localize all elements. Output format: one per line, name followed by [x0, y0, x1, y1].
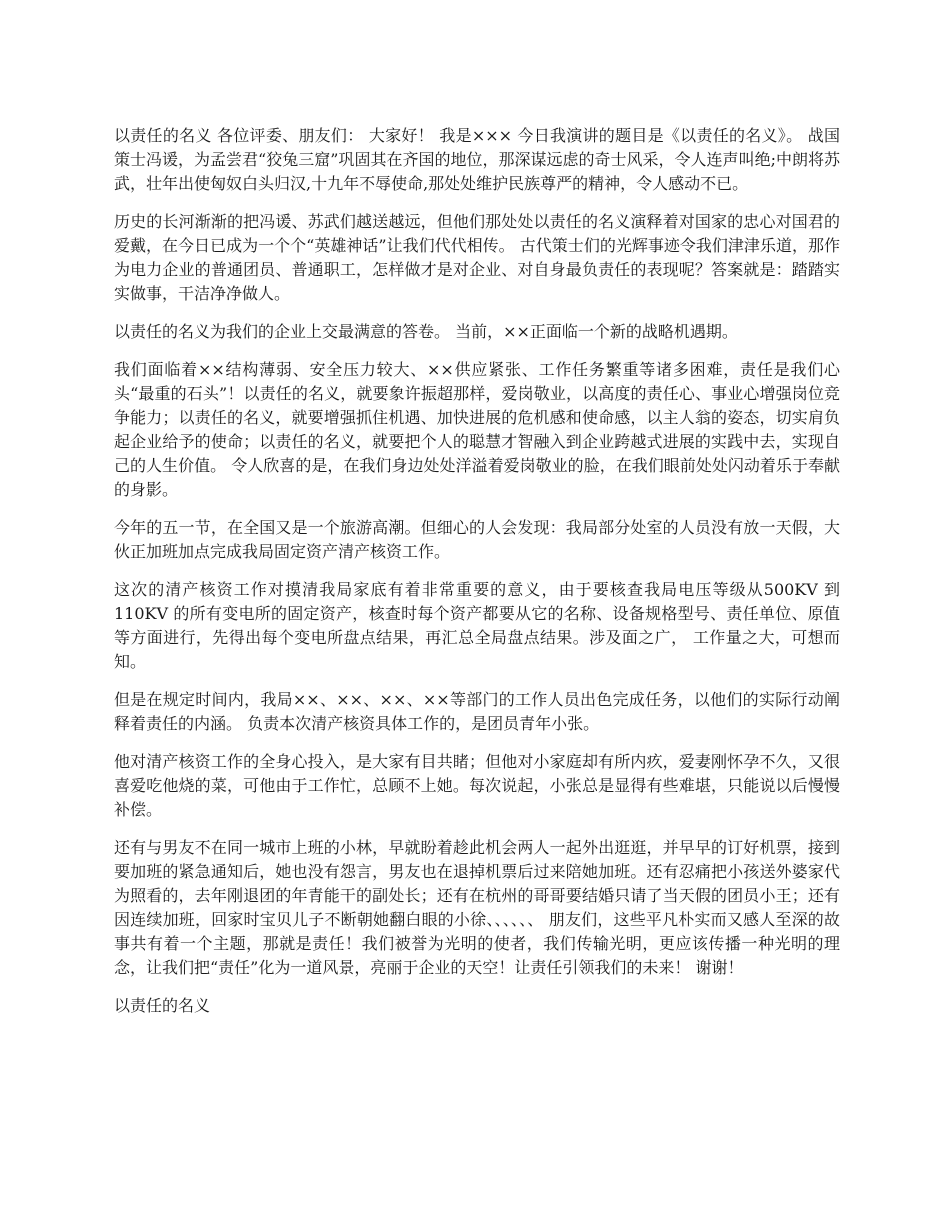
- paragraph-xiao-zhang: 他对清产核资工作的全身心投入，是大家有目共睹；但他对小家庭却有所内疚，爱妻刚怀孕不久，又很喜爱吃他烧的菜，可他由于工作忙，总顾不上她。每次说起，小张总是显得有些难堪，只能说以后慢慢补偿。: [114, 752, 840, 819]
- paragraph-history: 历史的长河渐渐的把冯谖、苏武们越送越远，但他们那处处以责任的名义演释着对国家的忠心对国君的爱戴，在今日已成为一个个“英雄神话”让我们代代相传。 古代策士们的光辉事迹令我们津津乐道，那作为电力企业的普通团员、普通职工，怎样做才是对企业、对自身最负责任的表现呢？答案就是：踏踏实实做事，干洁净净做人。: [114, 212, 840, 303]
- document-page: [114, 124, 840, 1032]
- paragraph-closing-title: 以责任的名义: [114, 996, 211, 1015]
- paragraph-opening: 以责任的名义 各位评委、朋友们： 大家好！ 我是××× 今日我演讲的题目是《以责任的名义》。 战国策士冯谖，为孟尝君“狡兔三窟”巩固其在齐国的地位，那深谋远虑的奇士风采，令人连声叫绝;中朗将苏武，壮年出使匈奴白头归汉,十九年不辱使命,那处处维护民族尊严的精神，令人感动不已。: [114, 126, 840, 193]
- paragraph-may-day: 今年的五一节，在全国又是一个旅游高潮。但细心的人会发现：我局部分处室的人员没有放一天假，大伙正加班加点完成我局固定资产清产核资工作。: [114, 518, 840, 561]
- paragraph-difficulties: 我们面临着××结构薄弱、安全压力较大、××供应紧张、工作任务繁重等诸多困难，责任是我们心头“最重的石头”！以责任的名义，就要象许振超那样，爱岗敬业，以高度的责任心、事业心增强岗位竞争能力；以责任的名义，就要增强抓住机遇、加快进展的危机感和使命感，以主人翁的姿态，切实肩负起企业给予的使命；以责任的名义，就要把个人的聪慧才智融入到企业跨越式进展的实践中去，实现自己的人生价值。 令人欣喜的是，在我们身边处处洋溢着爱岗敬业的脸，在我们眼前处处闪动着乐于奉献的身影。: [114, 360, 840, 499]
- paragraph-asset-check: 这次的清产核资工作对摸清我局家底有着非常重要的意义，由于要核查我局电压等级从500KV 到 110KV 的所有变电所的固定资产，核查时每个资产都要从它的名称、设备规格型号、责任单位、原值等方面进行，先得出每个变电所盘点结果，再汇总全局盘点结果。涉及面之广， 工作量之大，可想而知。: [114, 580, 840, 671]
- paragraph-departments: 但是在规定时间内，我局××、××、××、××等部门的工作人员出色完成任务，以他们的实际行动阐释着责任的内涵。 负责本次清产核资具体工作的，是团员青年小张。: [114, 690, 840, 733]
- paragraph-answer-sheet: 以责任的名义为我们的企业上交最满意的答卷。 当前，××正面临一个新的战略机遇期。: [114, 322, 738, 341]
- paragraph-stories: 还有与男友不在同一城市上班的小林，早就盼着趁此机会两人一起外出逛逛，并早早的订好机票，接到要加班的紧急通知后，她也没有怨言，男友也在退掉机票后过来陪她加班。还有忍痛把小孩送外婆家代为照看的，去年刚退团的年青能干的副处长；还有在杭州的哥哥要结婚只请了当天假的团员小王；还有因连续加班，回家时宝贝儿子不断朝她翻白眼的小徐、、、、、、 朋友们，这些平凡朴实而又感人至深的故事共有着一个主题，那就是责任！我们被誉为光明的使者，我们传输光明，更应该传播一种光明的理念，让我们把“责任”化为一道风景，亮丽于企业的天空！让责任引领我们的未来！ 谢谢！: [114, 838, 840, 977]
